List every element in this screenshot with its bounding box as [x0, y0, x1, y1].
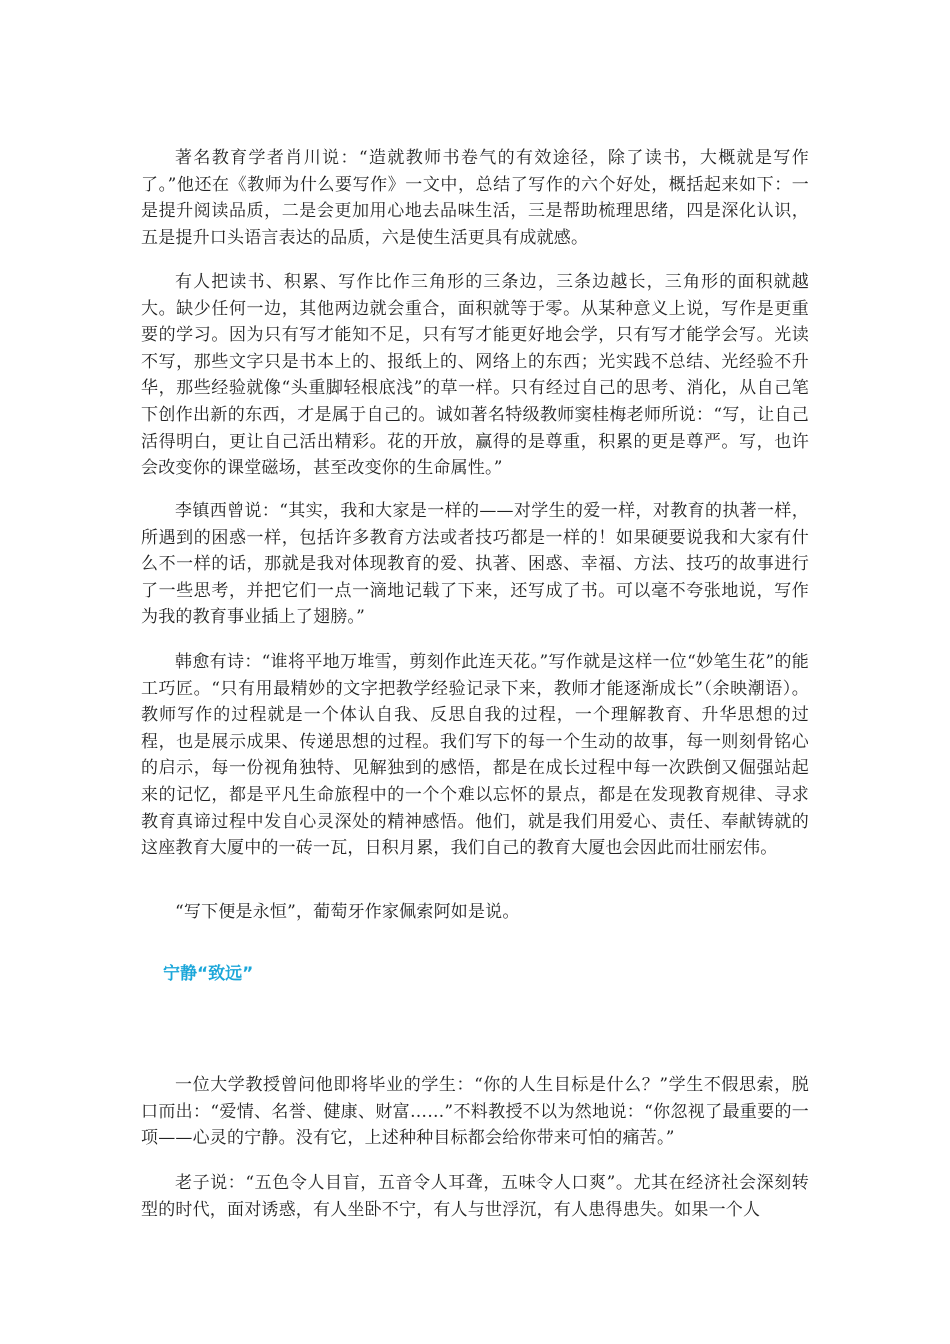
section-heading: 宁静“致远” — [163, 964, 254, 984]
paragraph-lizhenxi: 李镇西曾说：“其实，我和大家是一样的——对学生的爱一样，对教育的执著一样，所遇到的困惑一样，包括许多教育方法或者技巧都是一样的！如果硬要说我和大家有什么不一样的话，那就是我对体现教育的爱、执著、困惑、幸福、方法、技巧的故事进行了一些思考，并把它们一点一滴地记载了下来，还写成了书。可以毫不夸张地说，写作为我的教育事业插上了翅膀。” — [141, 501, 809, 628]
paragraph-laozi: 老子说：“五色令人目盲，五音令人耳聋，五味令人口爽”。尤其在经济社会深刻转型的时代，面对诱惑，有人坐卧不宁，有人与世浮沉，有人患得患失。如果一个人 — [141, 1173, 809, 1220]
paragraph-triangle: 有人把读书、积累、写作比作三角形的三条边，三条边越长，三角形的面积就越大。缺少任何一边，其他两边就会重合，面积就等于零。从某种意义上说，写作是更重要的学习。因为只有写才能知不足，只有写才能更好地会学，只有写才能学会写。光读不写，那些文字只是书本上的、报纸上的、网络上的东西；光实践不总结、光经验不升华，那些经验就像“头重脚轻根底浅”的草一样。只有经过自己的思考、消化，从自己笔下创作出新的东西，才是属于自己的。诚如著名特级教师窦桂梅老师所说：“写，让自己活得明白，更让自己活出精彩。花的开放，赢得的是尊重，积累的更是尊严。写，也许会改变你的课堂磁场，甚至改变你的生命属性。” — [141, 272, 809, 479]
paragraph-xiaochuan: 著名教育学者肖川说：“造就教师书卷气的有效途径，除了读书，大概就是写作了。”他还在《教师为什么要写作》一文中，总结了写作的六个好处，概括起来如下：一是提升阅读品质，二是会更加用心地去品味生活，三是帮助梳理思绪，四是深化认识，五是提升口头语言表达的品质，六是使生活更具有成就感。 — [141, 148, 809, 248]
paragraph-hanyu: 韩愈有诗：“谁将平地万堆雪，剪刻作此连天花。”写作就是这样一位“妙笔生花”的能工巧匠。“只有用最精妙的文字把教学经验记录下来，教师才能逐渐成长”（余映潮语）。教师写作的过程就是一个体认自我、反思自我的过程，一个理解教育、升华思想的过程，也是展示成果、传递思想的过程。我们写下的每一个生动的故事，每一则刻骨铭心的启示，每一份视角独特、见解独到的感悟，都是在成长过程中每一次跌倒又倔强站起来的记忆，都是平凡生命旅程中的一个个难以忘怀的景点，都是在发现教育规律、寻求教育真谛过程中发自心灵深处的精神感悟。他们，就是我们用爱心、责任、奉献铸就的这座教育大厦中的一砖一瓦，日积月累，我们自己的教育大厦也会因此而壮丽宏伟。 — [141, 652, 809, 859]
paragraph-professor: 一位大学教授曾问他即将毕业的学生：“你的人生目标是什么？”学生不假思索，脱口而出：“爱情、名誉、健康、财富……”不料教授不以为然地说：“你忽视了最重要的一项——心灵的宁静。没有它，上述种种目标都会给你带来可怕的痛苦。” — [141, 1075, 809, 1149]
paragraph-pessoa: “写下便是永恒”，葡萄牙作家佩索阿如是说。 — [175, 902, 520, 922]
